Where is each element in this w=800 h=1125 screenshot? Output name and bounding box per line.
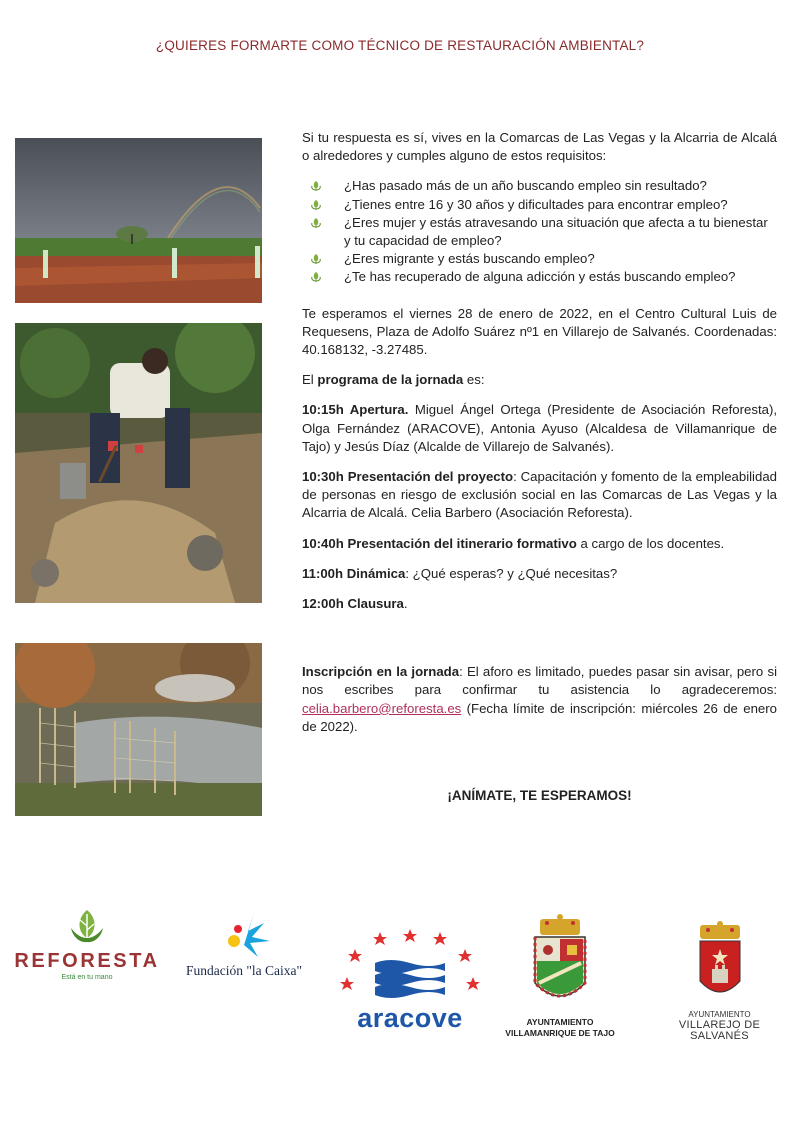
intro-paragraph: Si tu respuesta es sí, vives en la Comarcas de Las Vegas y la Alcarria de Alcalá o alrededores y cumples alguno de estos requisitos:	[302, 130, 777, 164]
program-item-text: : Capacitación y fomento de la empleabilidad de personas en riesgo de exclusión social en las Comarcas de Las Vegas y la Alcarria de Alcalá. Celia Barbero (Asociación Reforesta).	[302, 469, 777, 521]
program-item-heading: 10:30h Presentación del proyecto	[302, 469, 514, 485]
photo-worker-digging	[15, 323, 262, 603]
program-item	[302, 401, 777, 456]
villarejo-logo	[652, 921, 787, 1042]
registration-heading: Inscripción en la jornada	[302, 664, 460, 680]
program-intro-suffix: es:	[463, 372, 485, 388]
reforesta-tagline: Está en tu mano	[61, 974, 113, 981]
program-item	[302, 468, 777, 523]
photo-field-rainbow	[15, 138, 262, 303]
leaf-icon	[310, 199, 322, 211]
page-title: ¿QUIERES FORMARTE COMO TÉCNICO DE RESTAURACIÓN AMBIENTAL?	[155, 38, 645, 53]
villarejo-coat-of-arms-icon	[695, 921, 745, 1006]
program-intro-prefix: El	[302, 372, 318, 388]
requirement-text: ¿Eres migrante y estás buscando empleo?	[344, 251, 595, 267]
program-item-heading: 10:15h Apertura.	[302, 402, 409, 418]
aracove-stars-waves-icon	[335, 927, 485, 1007]
program-item	[302, 595, 777, 613]
reforesta-name: REFORESTA	[14, 950, 160, 972]
villamanrique-coat-of-arms-icon	[525, 913, 595, 1013]
list-item	[310, 250, 777, 268]
sponsor-logos	[0, 905, 800, 1065]
villarejo-caption-line1: AYUNTAMIENTO	[688, 1010, 751, 1019]
villamanrique-caption-line1: AYUNTAMIENTO	[526, 1017, 594, 1027]
list-item	[310, 196, 777, 214]
program-item-text: Miguel Ángel Ortega (Presidente de Asociación Reforesta), Olga Fernández (ARACOVE), Antonia Ayuso (Alcaldesa de Villamanrique de Tajo) y Jesús Díaz (Alcalde de Villarejo de Salvanés).	[302, 402, 778, 454]
requirement-text: ¿Tienes entre 16 y 30 años y dificultades para encontrar empleo?	[344, 196, 728, 212]
leaf-icon	[310, 271, 322, 283]
leaf-icon	[310, 217, 322, 229]
program-item-heading: 12:00h Clausura	[302, 596, 404, 612]
caixa-name: Fundación "la Caixa"	[186, 963, 302, 978]
program-item-heading: 10:40h Presentación del itinerario formativo	[302, 535, 577, 551]
reforesta-leaf-icon	[67, 908, 107, 946]
list-item	[310, 177, 777, 195]
program-item-text: : ¿Qué esperas? y ¿Qué necesitas?	[405, 565, 618, 581]
reforesta-logo	[12, 950, 162, 981]
villarejo-caption-line2: VILLAREJO DE SALVANÉS	[678, 1019, 761, 1042]
aracove-name: aracove	[357, 1003, 463, 1033]
program-intro-bold: programa de la jornada	[317, 372, 464, 388]
villamanrique-caption-line2: VILLAMANRIQUE DE TAJO	[505, 1028, 615, 1038]
program-item	[302, 535, 777, 553]
program-item-heading: 11:00h Dinámica	[302, 565, 406, 581]
leaf-icon	[310, 180, 322, 192]
closing-message: ¡ANÍMATE, TE ESPERAMOS!	[447, 788, 632, 803]
program-intro	[302, 371, 777, 389]
registration-text: : El aforo es limitado, puedes pasar sin avisar, pero si nos escribes para confirmar tu asistencia lo agradeceremos:	[302, 664, 777, 698]
program-item	[302, 565, 777, 583]
leaf-icon	[310, 253, 322, 265]
requirement-text: ¿Te has recuperado de alguna adicción y estás buscando empleo?	[344, 269, 736, 285]
list-item	[310, 214, 777, 250]
caixa-star-icon	[214, 909, 274, 959]
requirements-list	[310, 177, 777, 286]
requirement-text: ¿Eres mujer y estás atravesando una situación que afecta a tu bienestar y tu capacidad de empleo?	[344, 214, 768, 249]
registration-text-after: (Fecha límite de inscripción: miércoles 26 de enero de 2022).	[302, 700, 777, 734]
event-info: Te esperamos el viernes 28 de enero de 2022, en el Centro Cultural Luis de Requesens, Plaza de Adolfo Suárez nº1 en Villarejo de Salvanés. Coordenadas: 40.168132, -3.27485.	[302, 305, 777, 358]
villamanrique-logo	[495, 913, 625, 1039]
main-content	[302, 129, 777, 748]
program-item-text: .	[403, 596, 408, 612]
email-link[interactable]: celia.barbero@reforesta.es	[302, 700, 462, 716]
caixa-logo	[180, 965, 308, 979]
requirement-text: ¿Has pasado más de un año buscando empleo sin resultado?	[344, 178, 707, 194]
program-item-text: a cargo de los docentes.	[576, 535, 725, 551]
list-item	[310, 268, 777, 286]
photo-river-fences	[15, 643, 262, 816]
aracove-logo	[335, 927, 485, 1034]
registration-paragraph	[302, 663, 777, 736]
